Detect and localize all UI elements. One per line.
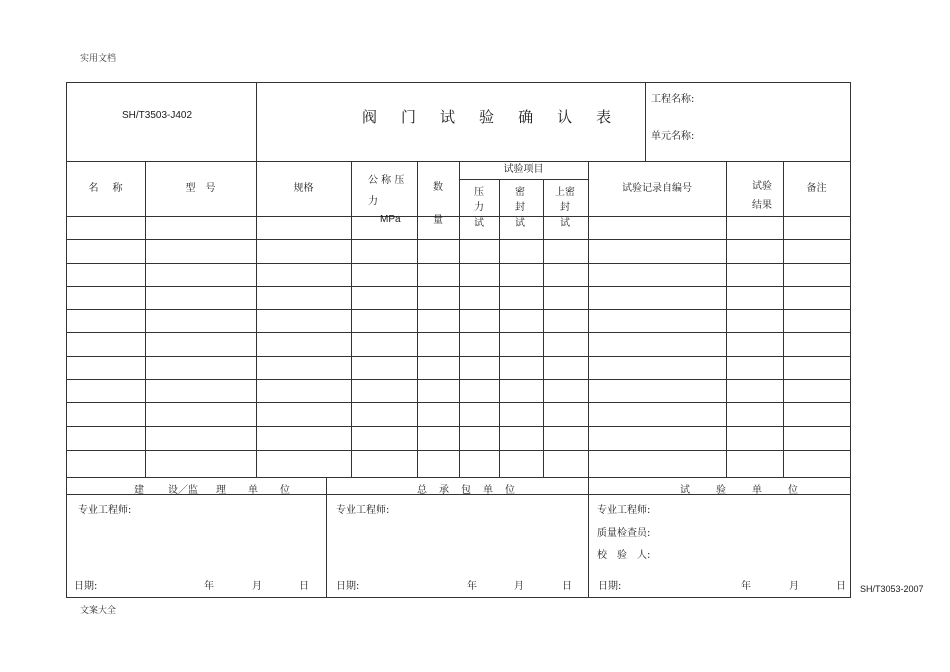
top-note: 实用文档 bbox=[80, 54, 117, 64]
col-pressure-line1: 公 称 压 bbox=[368, 175, 405, 186]
general-month: 月 bbox=[514, 581, 524, 592]
footer-code: SH/T3053-2007 bbox=[860, 584, 924, 594]
col-pressure-line2: 力 bbox=[368, 196, 378, 207]
project-name-label: 工程名称: bbox=[651, 94, 695, 105]
col-name: 名 称 bbox=[88, 182, 123, 194]
col-quantity-line1: 数 bbox=[433, 182, 443, 193]
testing-engineer-label: 专业工程师: bbox=[597, 505, 651, 516]
col-pressure-test-l1: 压 bbox=[474, 187, 484, 198]
testing-month: 月 bbox=[789, 581, 799, 592]
col-spec: 规格 bbox=[293, 182, 314, 194]
bottom-note: 文案大全 bbox=[80, 606, 117, 616]
testing-date-label: 日期: bbox=[598, 581, 622, 592]
col-seal-test-l1: 密 bbox=[515, 187, 525, 198]
col-test-items: 试验项目 bbox=[503, 164, 544, 175]
general-day: 日 bbox=[562, 581, 572, 592]
col-upper-seal-l1: 上密 bbox=[555, 187, 575, 198]
col-pressure-test-l2: 力 bbox=[474, 202, 484, 213]
form-code: SH/T3503-J402 bbox=[122, 110, 193, 121]
unit-name-label: 单元名称: bbox=[651, 131, 695, 142]
testing-qc-label: 质量检查员: bbox=[597, 528, 651, 539]
col-pressure-test-l3: 试 bbox=[474, 218, 484, 229]
unit-general: 总 承 包 单 位 bbox=[417, 485, 515, 496]
form-title: 阀 门 试 验 确 认 表 bbox=[362, 108, 614, 126]
col-remark: 备注 bbox=[806, 182, 827, 194]
col-seal-test-l2: 封 bbox=[515, 202, 525, 213]
unit-construction: 建 设／监 理 单 位 bbox=[134, 485, 290, 496]
col-record-no: 试验记录自编号 bbox=[622, 182, 692, 194]
unit-testing: 试 验 单 位 bbox=[680, 485, 798, 496]
col-seal-test-l3: 试 bbox=[515, 218, 525, 229]
col-model: 型 号 bbox=[185, 182, 216, 194]
general-engineer-label: 专业工程师: bbox=[336, 505, 390, 516]
col-result-l1: 试验 bbox=[752, 181, 772, 192]
testing-day: 日 bbox=[836, 581, 846, 592]
construction-month: 月 bbox=[252, 581, 262, 592]
general-year: 年 bbox=[467, 581, 477, 592]
construction-day: 日 bbox=[299, 581, 309, 592]
col-upper-seal-l3: 试 bbox=[560, 218, 570, 229]
construction-engineer-label: 专业工程师: bbox=[78, 505, 132, 516]
col-result-l2: 结果 bbox=[752, 200, 772, 211]
testing-checker-label: 校 验 人: bbox=[597, 550, 651, 561]
col-upper-seal-l2: 封 bbox=[560, 202, 570, 213]
testing-year: 年 bbox=[741, 581, 751, 592]
construction-date-label: 日期: bbox=[74, 581, 98, 592]
construction-year: 年 bbox=[204, 581, 214, 592]
general-date-label: 日期: bbox=[336, 581, 360, 592]
col-pressure-unit: MPa bbox=[380, 214, 401, 225]
col-quantity-line2: 量 bbox=[433, 215, 443, 226]
